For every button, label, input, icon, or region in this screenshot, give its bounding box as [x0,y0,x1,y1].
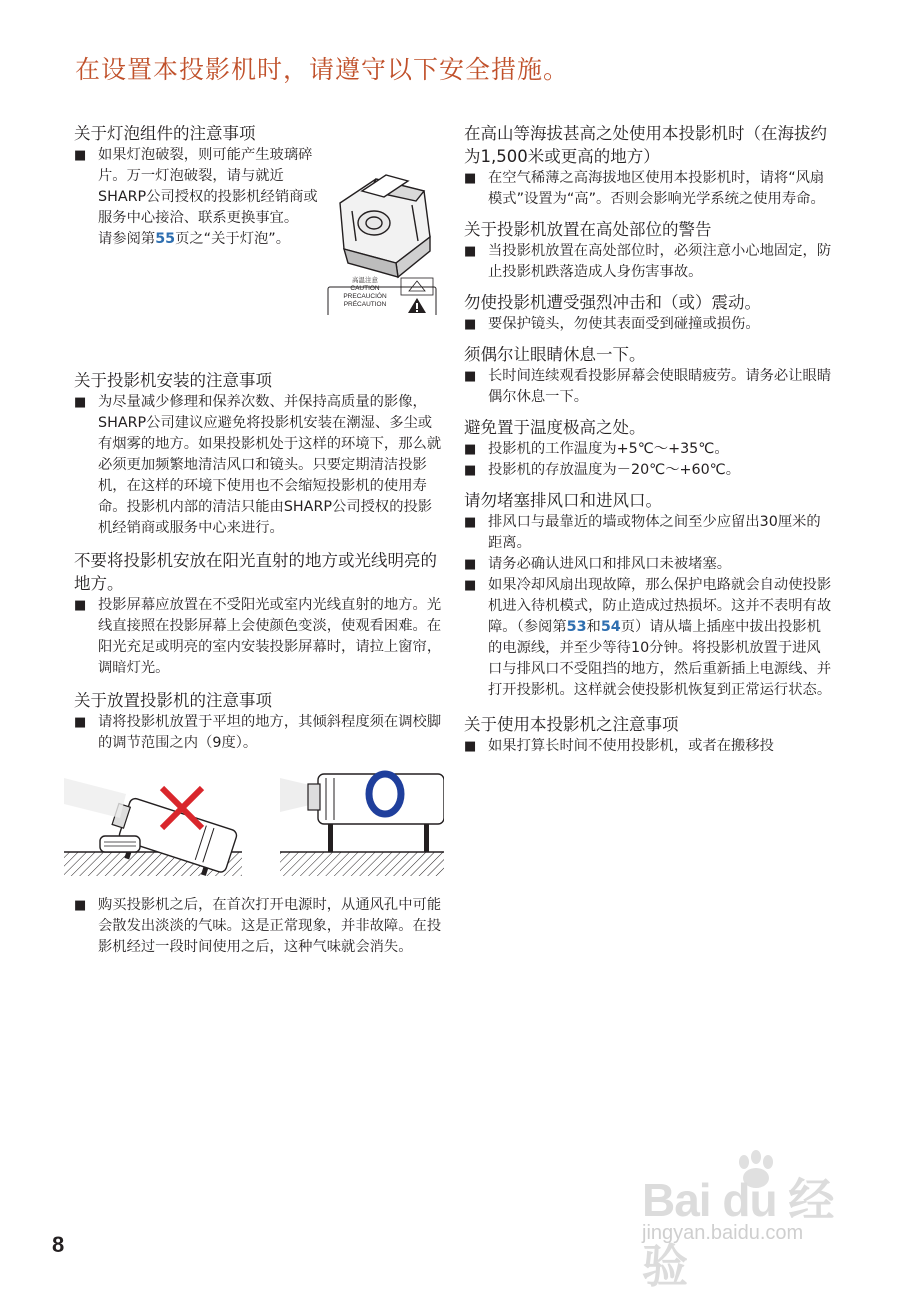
list-item [464,736,834,757]
square-bullet-icon: ■ [74,598,87,613]
bullet-text: 如果冷却风扇出现故障，那么保护电路就会自动使投影机进入待机模式，防止造成过热损坏。这并不表明有故障。（参阅第 [488,577,832,635]
bullet-text: 长时间连续观看投影屏幕会使眼睛疲劳。请务必让眼睛偶尔休息一下。 [488,368,832,405]
section-heading: 须偶尔让眼睛休息一下。 [464,345,646,364]
list-item [464,168,834,210]
square-bullet-icon: ■ [464,463,477,478]
section-lamp-caution [74,122,442,359]
caution-line: PRÉCAUTION [343,301,387,308]
section-high-altitude [464,122,834,210]
bullet-text: 投影机的存放温度为－20℃～+60℃。 [488,462,741,478]
section-heading: 关于灯泡组件的注意事项 [74,124,256,143]
bullet-text: 页）请从墙上插座中拔出投影机的电源线，并至少等待10分钟。将投影机放置于进风口与排风口不受阻挡的地方，然后重新插上电源线、并打开投影机。这样就会使投影机恢复到正常运行状态。 [488,619,832,698]
square-bullet-icon: ■ [464,317,477,332]
square-bullet-icon: ■ [464,739,477,754]
section-heading: 在高山等海拔甚高之处使用本投影机时（在海拔约为1,500米或更高的地方） [464,124,827,166]
reference-prefix: 请参阅第 [98,231,156,247]
section-heading: 不要将投影机安放在阳光直射的地方或光线明亮的地方。 [74,551,437,593]
bullet-text: 要保护镜头，勿使其表面受到碰撞或损伤。 [488,316,760,332]
list-item [464,241,834,283]
square-bullet-icon: ■ [74,898,87,913]
list-item [74,595,442,679]
page-number: 8 [52,1232,65,1257]
left-column [74,122,442,958]
bullet-text: 请将投影机放置于平坦的地方，其倾斜程度须在调校脚的调节范围之内（9度）。 [98,714,442,751]
bullet-text: 排风口与最靠近的墙或物体之间至少应留出30厘米的距离。 [488,514,821,551]
section-temperature [464,416,834,481]
square-bullet-icon: ■ [74,715,87,730]
square-bullet-icon: ■ [464,442,477,457]
bullet-text: 购买投影机之后，在首次打开电源时，从通风孔中可能会散发出淡淡的气味。这是正常现象，并非故障。在投影机经过一段时间使用之后，这种气味就会消失。 [98,897,442,955]
page-reference-link[interactable]: 54 [600,619,621,635]
tilt-illustration [64,764,442,883]
square-bullet-icon: ■ [464,244,477,259]
caution-line: 高温注意 [352,277,378,284]
list-item [464,439,834,460]
caution-line: PRECAUCIÓN [343,293,387,300]
list-item [464,512,834,554]
section-heading: 关于使用本投影机之注意事项 [464,715,679,734]
section-high-placement [464,218,834,283]
square-bullet-icon: ■ [464,171,477,186]
bullet-text: 如果灯泡破裂，则可能产生玻璃碎片。万一灯泡破裂，请与就近SHARP公司授权的投影机经销商或服务中心接洽、联系更换事宜。 [98,147,318,226]
section-heading: 关于投影机安装的注意事项 [74,371,272,390]
section-vents [464,489,834,701]
section-heading: 关于投影机放置在高处部位的警告 [464,220,712,239]
lamp-block [74,145,442,359]
caution-line: CAUTION [350,285,380,292]
right-column [464,122,834,757]
watermark-url: jingyan.baidu.com [642,1222,804,1244]
list-item [464,460,834,481]
page-reference-link[interactable]: 53 [566,619,587,635]
list-item [74,712,442,754]
page-reference-link[interactable]: 55 [155,231,176,247]
bullet-text: 如果打算长时间不使用投影机，或者在搬移投 [488,738,774,754]
square-bullet-icon: ■ [464,369,477,384]
section-heading: 请勿堵塞排风口和进风口。 [464,491,662,510]
list-item [464,314,834,335]
section-sunlight [74,549,442,679]
lamp-unit-figure [326,145,442,359]
section-heading: 勿使投影机遭受强烈冲击和（或）震动。 [464,293,761,312]
section-usage [464,713,834,757]
section-heading: 关于放置投影机的注意事项 [74,691,272,710]
bullet-text: 请务必确认进风口和排风口未被堵塞。 [488,556,732,572]
section-heading: 避免置于温度极高之处。 [464,418,646,437]
placement-figure [64,764,444,879]
list-item [74,895,442,958]
bullet-text: 和 [586,619,601,635]
list-item [464,366,834,408]
watermark-logo: Bai du 经验 [642,1174,834,1292]
square-bullet-icon: ■ [74,148,87,163]
section-shock [464,291,834,335]
bullet-text: 当投影机放置在高处部位时，必须注意小心地固定，防止投影机跌落造成人身伤害事故。 [488,243,832,280]
square-bullet-icon: ■ [464,515,477,530]
section-installation [74,369,442,539]
reference-suffix: 页之“关于灯泡”。 [175,231,290,247]
square-bullet-icon: ■ [74,395,87,410]
caution-label [330,277,434,317]
square-bullet-icon: ■ [464,578,477,593]
watermark [642,1150,862,1292]
list-item [464,554,834,575]
list-item [74,145,320,250]
bullet-text: 在空气稀薄之高海拔地区使用本投影机时，请将“风扇模式”设置为“高”。否则会影响光学系统之使用寿命。 [488,170,825,207]
bullet-text: 投影屏幕应放置在不受阳光或室内光线直射的地方。光线直接照在投影屏幕上会使颜色变淡，使观看困难。在阳光充足或明亮的室内安装投影屏幕时，请拉上窗帘，调暗灯光。 [98,597,442,676]
list-item [464,575,834,701]
square-bullet-icon: ■ [464,557,477,572]
list-item [74,392,442,539]
page-title: 在设置本投影机时，请遵守以下安全措施。 [75,55,570,84]
bullet-text: 投影机的工作温度为+5℃～+35℃。 [488,441,729,457]
section-placement [74,689,442,958]
warning-triangle-icon [400,277,434,317]
section-eye-rest [464,343,834,408]
bullet-text: 为尽量减少修理和保养次数、并保持高质量的影像，SHARP公司建议应避免将投影机安装在潮湿、多尘或有烟雾的地方。如果投影机处于这样的环境下，那么就必须更加频繁地清洁风口和镜头。只要定期清洁投影机，在这样的环境下使用也不会缩短投影机的使用寿命。投影机内部的清洁只能由SHARP公司授权的投影机经销商或服务中心来进行。 [98,394,442,536]
